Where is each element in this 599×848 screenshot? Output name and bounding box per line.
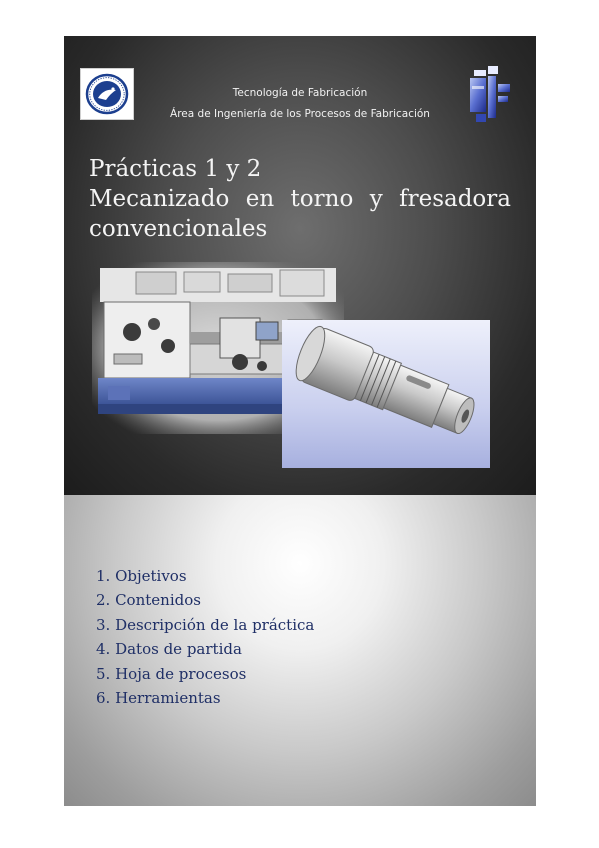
- university-seal-icon: [80, 68, 134, 120]
- department-monogram-icon: [466, 64, 514, 128]
- title-word: fresadora: [399, 186, 511, 212]
- toc-item-herramientas: 6. Herramientas: [96, 689, 221, 708]
- toc-item-hoja-procesos: 5. Hoja de procesos: [96, 664, 247, 683]
- header-department-name: Área de Ingeniería de los Procesos de Fabricación: [170, 108, 430, 120]
- title-word: Mecanizado: [89, 186, 230, 212]
- toc-item-descripcion: 3. Descripción de la práctica: [96, 615, 315, 634]
- cover-dark-panel: [64, 36, 536, 495]
- title-word: y: [369, 186, 383, 212]
- toc-item-contenidos: 2. Contenidos: [96, 591, 201, 610]
- toc-item-objetivos: 1. Objetivos: [96, 567, 187, 585]
- document-title-line3: convencionales: [89, 216, 268, 242]
- header-course-name: Tecnología de Fabricación: [232, 87, 368, 99]
- title-word: en: [245, 186, 275, 212]
- document-title-line2: [89, 184, 511, 214]
- document-title-line1: Prácticas 1 y 2: [89, 156, 262, 182]
- title-word: torno: [290, 186, 354, 212]
- toc-item-datos-partida: 4. Datos de partida: [96, 640, 242, 659]
- machined-part-render: [282, 320, 490, 468]
- table-of-contents: [96, 564, 314, 710]
